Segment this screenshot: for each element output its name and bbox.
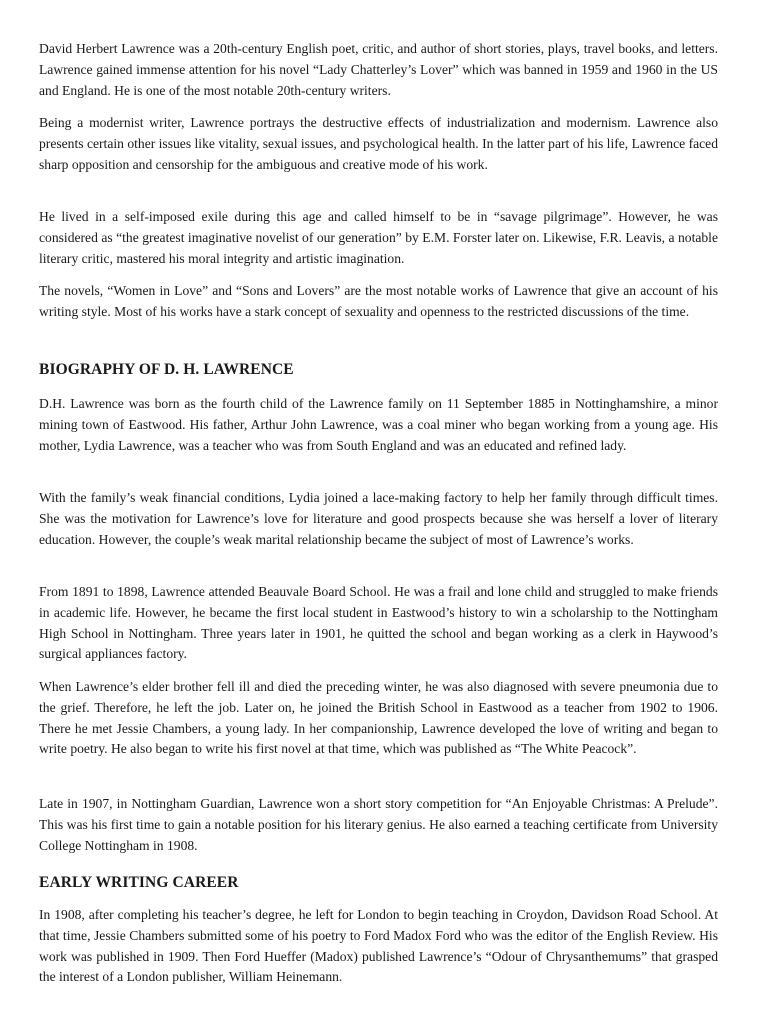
intro-paragraph-4: The novels, “Women in Love” and “Sons and Lovers” are the most notable works of Lawrence that give an account of his writing style. Most of his works have a stark concept of sexuality and openness to the restricted discussions of the time. bbox=[39, 283, 718, 319]
biography-paragraph-1: D.H. Lawrence was born as the fourth child of the Lawrence family on 11 September 1885 in Nottinghamshire, a minor mining town of Eastwood. His father, Arthur John Lawrence, was a coal miner who began working from a young age. His mother, Lydia Lawrence, was a teacher who was from South England and was an educated and refined lady. bbox=[39, 396, 718, 453]
biography-heading: BIOGRAPHY OF D. H. LAWRENCE bbox=[39, 361, 294, 378]
biography-paragraph-4: When Lawrence’s elder brother fell ill and died the preceding winter, he was also diagnosed with severe pneumonia due to the grief. Therefore, he left the job. Later on, he joined the British School in Eastwood as a teacher from 1902 to 1906. There he met Jessie Chambers, a young lady. In her companionship, Lawrence developed the love of writing and began to write poetry. He also began to write his first novel at that time, which was published as “The White Peacock”. bbox=[39, 679, 718, 757]
biography-paragraph-2: With the family’s weak financial conditions, Lydia joined a lace-making factory to help her family through difficult times. She was the motivation for Lawrence’s love for literature and good prospects because she was herself a lover of literary education. However, the couple’s weak marital relationship became the subject of most of Lawrence’s works. bbox=[39, 490, 718, 547]
intro-paragraph-2: Being a modernist writer, Lawrence portrays the destructive effects of industrialization and modernism. Lawrence also presents certain other issues like vitality, sexual issues, and psychological health. In the latter part of his life, Lawrence faced sharp opposition and censorship for the ambiguous and creative mode of his work. bbox=[39, 115, 718, 172]
intro-paragraph-1: David Herbert Lawrence was a 20th-century English poet, critic, and author of short stories, plays, travel books, and letters. Lawrence gained immense attention for his novel “Lady Chatterley’s Lover” which was banned in 1959 and 1960 in the US and England. He is one of the most notable 20th-century writers. bbox=[39, 41, 718, 98]
biography-paragraph-3: From 1891 to 1898, Lawrence attended Beauvale Board School. He was a frail and lone child and struggled to make friends in academic life. However, he became the first local student in Eastwood’s history to win a scholarship to the Nottingham High School in Nottingham. Three years later in 1901, he quitted the school and began working as a clerk in Haywood’s surgical appliances factory. bbox=[39, 584, 718, 662]
early-career-paragraph-1: In 1908, after completing his teacher’s degree, he left for London to begin teaching in Croydon, Davidson Road School. At that time, Jessie Chambers submitted some of his poetry to Ford Madox Ford who was the editor of the English Review. His work was published in 1909. Then Ford Hueffer (Madox) published Lawrence’s “Odour of Chrysanthemums” that grasped the interest of a London publisher, William Heinemann. bbox=[39, 907, 718, 985]
intro-paragraph-3: He lived in a self-imposed exile during this age and called himself to be in “savage pilgrimage”. However, he was considered as “the greatest imaginative novelist of our generation” by E.M. Forster later on. Likewise, F.R. Leavis, a notable literary critic, mastered his moral integrity and artistic imagination. bbox=[39, 209, 718, 266]
early-career-heading: EARLY WRITING CAREER bbox=[39, 874, 239, 891]
biography-paragraph-5: Late in 1907, in Nottingham Guardian, Lawrence won a short story competition for “An Enjoyable Christmas: A Prelude”. This was his first time to gain a notable position for his literary genius. He also earned a teaching certificate from University College Nottingham in 1908. bbox=[39, 796, 718, 853]
